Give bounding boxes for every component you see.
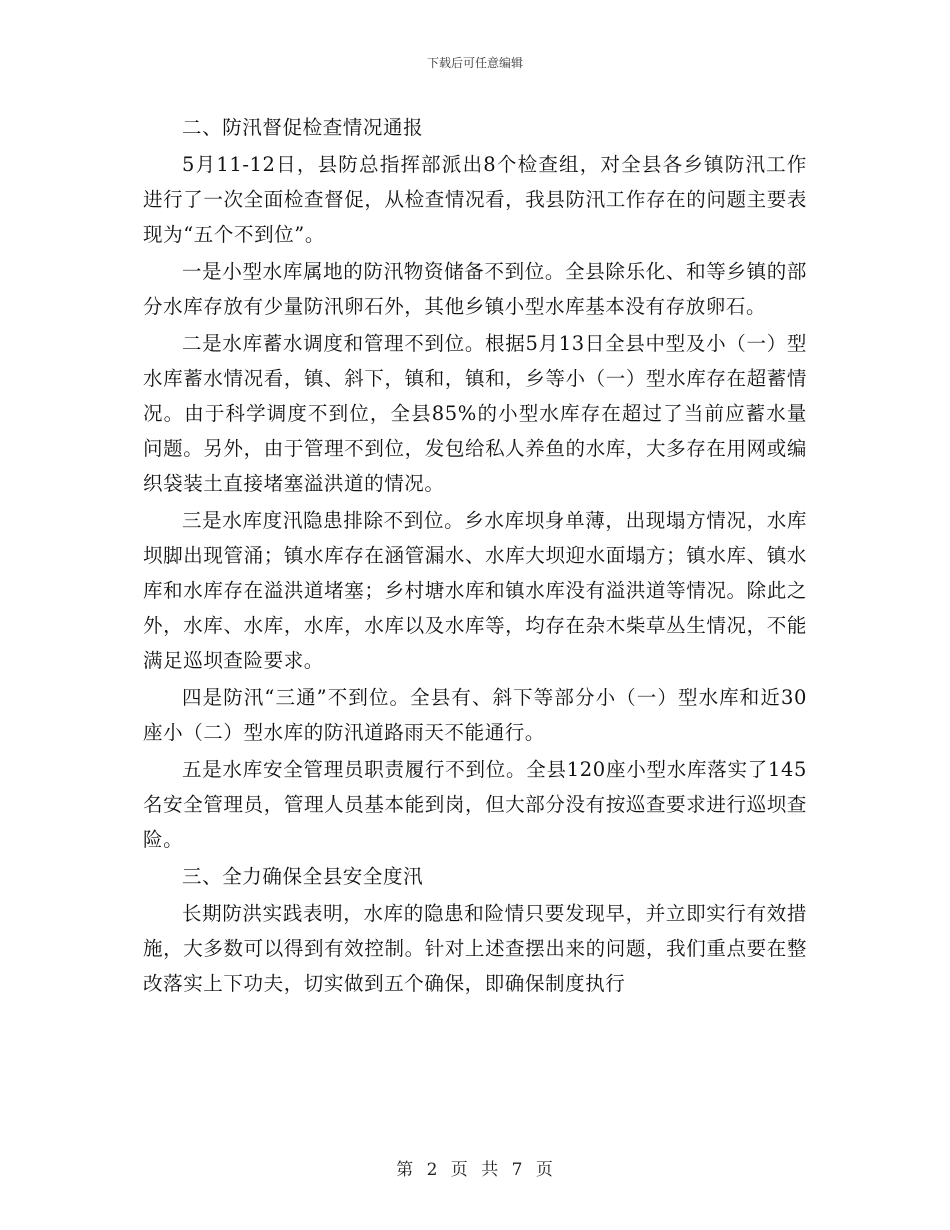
section-heading-2: 二、防汛督促检查情况通报 xyxy=(182,116,424,139)
paragraph-issue-2: 二是水库蓄水调度和管理不到位。根据5月13日全县中型及小（一）型水库蓄水情况看，镇、斜下，镇和，镇和，乡等小（一）型水库存在超蓄情况。由于科学调度不到位，全县85%的小型水库存在超过了当前应蓄水量问题。另外，由于管理不到位，发包给私人养鱼的水库，大多存在用网或编织袋装土直接堵塞溢洪道的情况。 xyxy=(143,332,807,495)
paragraph-issue-1: 一是小型水库属地的防汛物资储备不到位。全县除乐化、和等乡镇的部分水库存放有少量防汛卵石外，其他乡镇小型水库基本没有存放卵石。 xyxy=(143,260,807,318)
current-page-number: 2 xyxy=(426,1160,439,1180)
footer-prefix: 第 xyxy=(396,1160,415,1180)
footer-total-label: 共 xyxy=(481,1160,500,1180)
footer-suffix: 页 xyxy=(535,1160,554,1180)
paragraph-inspection-summary: 5月11-12日，县防总指挥部派出8个检查组，对全县各乡镇防汛工作进行了一次全面检查督促，从检查情况看，我县防汛工作存在的问题主要表现为“五个不到位”。 xyxy=(143,153,807,246)
total-page-number: 7 xyxy=(511,1160,524,1180)
paragraph-measures: 长期防洪实践表明，水库的隐患和险情只要发现早，并立即实行有效措施，大多数可以得到有效控制。针对上述查摆出来的问题，我们重点要在整改落实上下功夫，切实做到五个确保，即确保制度执行 xyxy=(143,902,807,995)
paragraph-issue-4: 四是防汛“三通”不到位。全县有、斜下等部分小（一）型水库和近30座小（二）型水库的防汛道路雨天不能通行。 xyxy=(143,686,807,744)
document-body xyxy=(143,110,807,1001)
section-heading-3: 三、全力确保全县安全度汛 xyxy=(182,865,424,888)
paragraph-issue-5: 五是水库安全管理员职责履行不到位。全县120座小型水库落实了145名安全管理员，管理人员基本能到岗，但大部分没有按巡查要求进行巡坝查险。 xyxy=(143,758,807,851)
footer-page-word: 页 xyxy=(450,1160,469,1180)
paragraph-issue-3: 三是水库度汛隐患排除不到位。乡水库坝身单薄，出现塌方情况，水库坝脚出现管涌；镇水库存在涵管漏水、水库大坝迎水面塌方；镇水库、镇水库和水库存在溢洪道堵塞；乡村塘水库和镇水库没有溢洪道等情况。除此之外，水库、水库，水库，水库以及水库等，均存在杂木柴草丛生情况，不能满足巡坝查险要求。 xyxy=(143,509,807,672)
page-header-note: 下载后可任意编辑 xyxy=(426,56,523,70)
page-footer xyxy=(0,1155,950,1180)
